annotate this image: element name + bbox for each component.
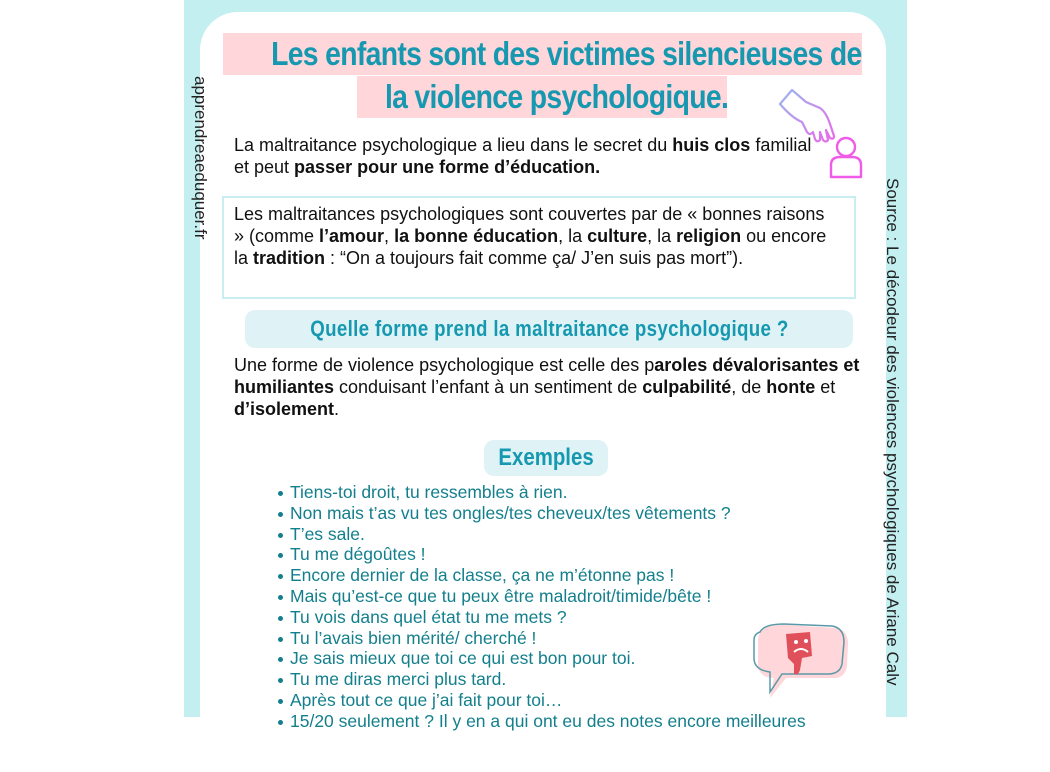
list-item: 15/20 seulement ? Il y en a qui ont eu des notes encore meilleures [272, 711, 806, 732]
list-item: Tu me dégoûtes ! [272, 544, 806, 565]
text: La maltraitance psychologique a lieu dans le secret du [234, 135, 673, 155]
examples-heading-text: Exemples [498, 444, 594, 471]
emphasis: religion [676, 226, 742, 246]
emphasis: tradition [253, 248, 326, 268]
list-item: Tu vois dans quel état tu me mets ? [272, 607, 806, 628]
text: . [334, 399, 340, 419]
side-caption-source [878, 178, 906, 738]
emphasis: passer pour une forme d’éducation. [294, 157, 601, 177]
list-item: Après tout ce que j’ai fait pour toi… [272, 690, 806, 711]
emphasis: la bonne éducation [394, 226, 559, 246]
text: , [384, 226, 395, 246]
list-item: Mais qu’est-ce que tu peux être maladroit/timide/bête ! [272, 586, 806, 607]
list-item: Non mais t’as vu tes ongles/tes cheveux/tes vêtements ? [272, 503, 806, 524]
text: et [815, 377, 836, 397]
list-item: Tu me diras merci plus tard. [272, 669, 806, 690]
website-label: apprendreaeduquer.fr [191, 76, 210, 240]
section-heading [245, 310, 853, 348]
speech-bubble-thumbs-down-icon [748, 620, 852, 700]
text: conduisant l’enfant à un sentiment de [334, 377, 643, 397]
emphasis: d’isolement [234, 399, 335, 419]
list-item: T’es sale. [272, 524, 806, 545]
text: , la [558, 226, 588, 246]
emphasis: l’amour [319, 226, 385, 246]
emphasis: honte [766, 377, 816, 397]
side-caption-website [186, 76, 214, 316]
examples-heading [484, 440, 608, 476]
title-text-2: la violence psychologique. [384, 78, 729, 115]
text: familial et peut [234, 135, 812, 177]
page-title-line-2 [357, 76, 727, 118]
text: , de [731, 377, 767, 397]
title-text-1: Les enfants sont des victimes silencieuses de [271, 35, 862, 72]
emphasis: aroles dévalorisantes et humiliantes [234, 355, 860, 397]
examples-list [272, 482, 806, 732]
reasons-paragraph [234, 203, 839, 269]
person-icon [828, 135, 864, 179]
list-item: Tu l’avais bien mérité/ cherché ! [272, 628, 806, 649]
emphasis: culpabilité [642, 377, 732, 397]
list-item: Tiens-toi droit, tu ressembles à rien. [272, 482, 806, 503]
emphasis: culture [587, 226, 648, 246]
text: ou encore la [234, 226, 827, 268]
list-item: Je sais mieux que toi ce qui est bon pour toi. [272, 648, 806, 669]
section-heading-text: Quelle forme prend la maltraitance psychologique ? [309, 316, 789, 341]
text: Les maltraitances psychologiques sont couvertes par de « bonnes raisons » (comme [234, 204, 825, 246]
page-title-line-1 [223, 33, 862, 75]
text: : “On a toujours fait comme ça/ J’en suis pas mort”). [325, 248, 744, 268]
form-paragraph [234, 354, 864, 420]
source-label: Source : Le décodeur des violences psychologiques de Ariane Calv [883, 178, 902, 686]
list-item: Encore dernier de la classe, ça ne m’étonne pas ! [272, 565, 806, 586]
emphasis: huis clos [672, 135, 751, 155]
text: , la [647, 226, 677, 246]
text: Une forme de violence psychologique est celle des p [234, 355, 655, 375]
intro-paragraph [234, 134, 814, 178]
